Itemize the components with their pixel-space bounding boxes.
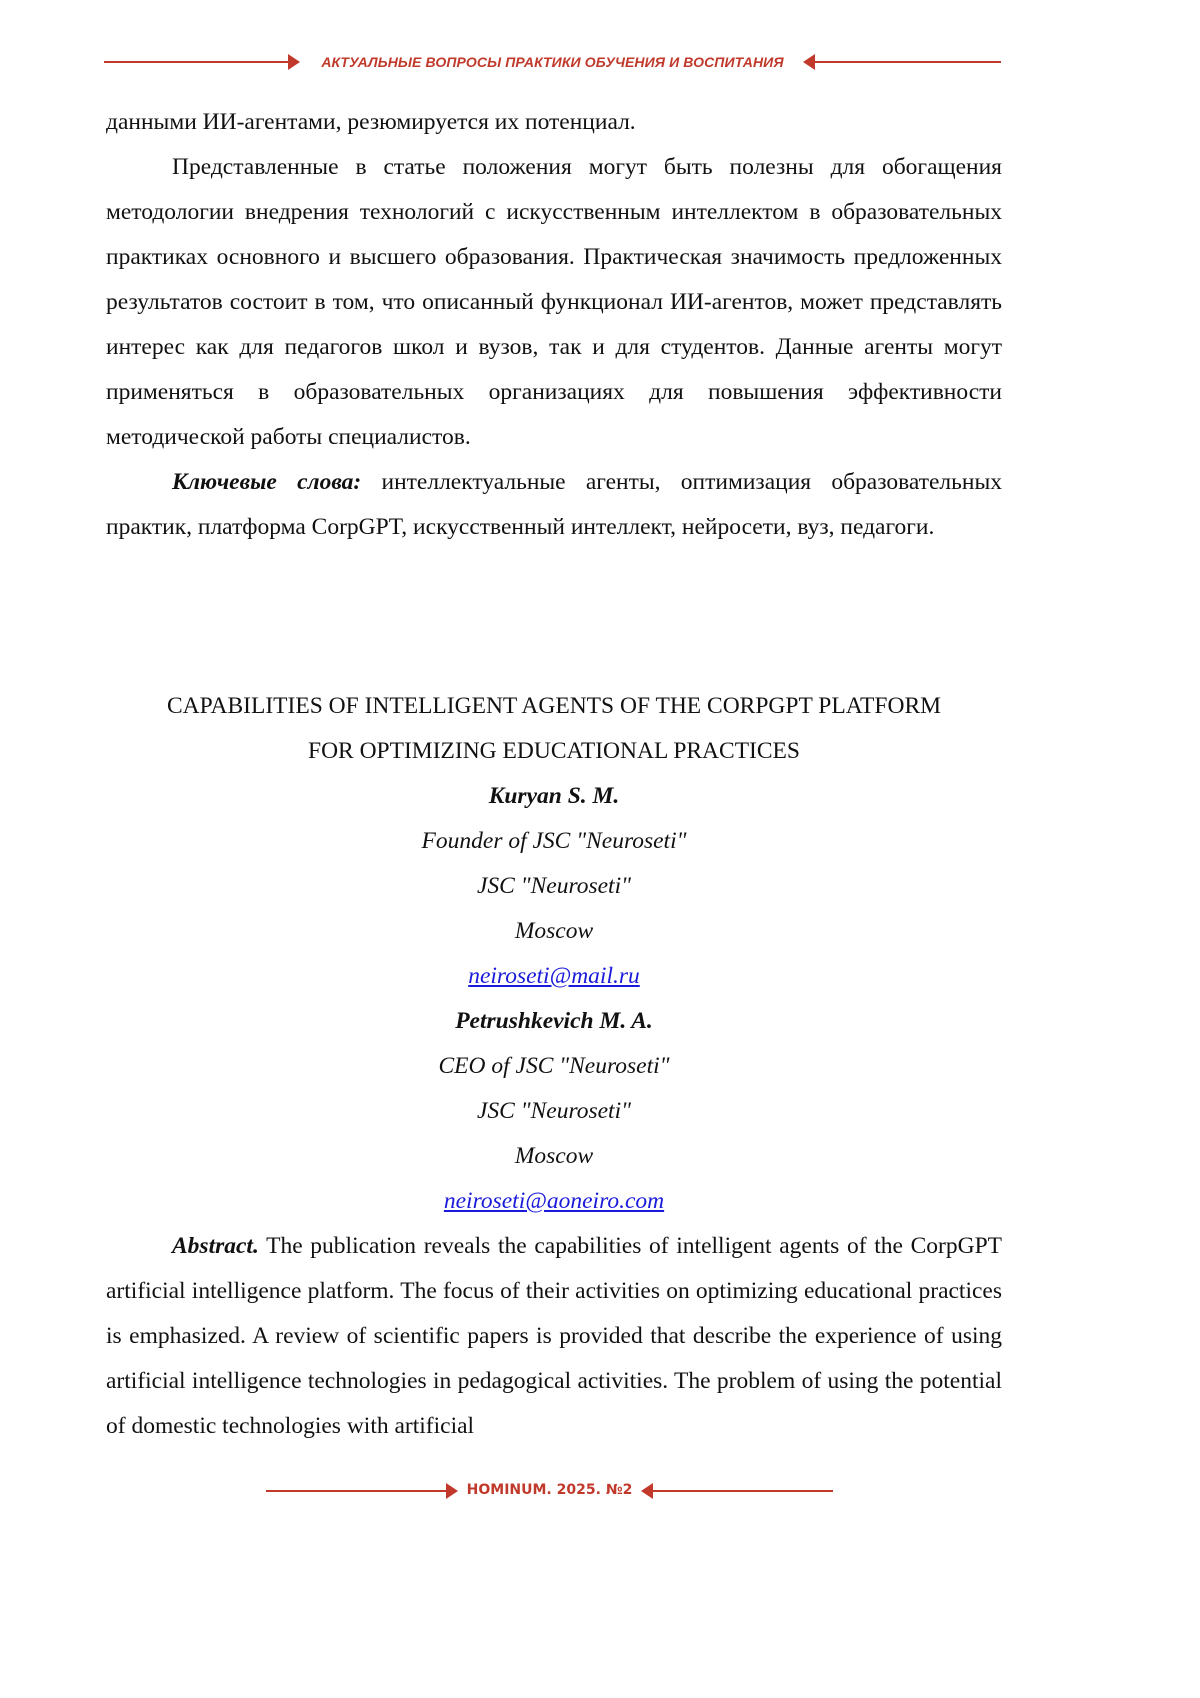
author-organization: JSC "Neuroseti" xyxy=(477,873,631,899)
keywords-label: Ключевые слова: xyxy=(172,469,362,495)
russian-section xyxy=(106,100,1002,550)
author-email-link[interactable]: neiroseti@aoneiro.com xyxy=(443,1188,665,1214)
footer-rule-left xyxy=(266,1490,446,1492)
author-city: Moscow xyxy=(514,918,594,944)
author-email-link[interactable]: neiroseti@mail.ru xyxy=(468,963,640,989)
keywords-text: интеллектуальные агенты, оптимизация образовательных практик, платформа CorpGPT, искусственный интеллект, нейросети, вуз, педагоги. xyxy=(106,469,1002,540)
footer-rule-right xyxy=(653,1490,833,1492)
author-name: Petrushkevich M. A. xyxy=(455,1008,653,1034)
issue-label: HOMINUM. 2025. №2 xyxy=(466,1482,633,1498)
keywords-paragraph xyxy=(106,460,1002,550)
running-footer xyxy=(266,1480,833,1502)
running-header xyxy=(104,50,1001,74)
header-rule-left xyxy=(104,61,288,63)
author-organization: JSC "Neuroseti" xyxy=(477,1098,631,1124)
abstract-text: The publication reveals the capabilities of intelligent agents of the CorpGPT artificial intelligence platform. The focus of their activities on optimizing educational practices is emphasized. A review of scientific papers is provided that describe the experience of using artificial intelligence technologies in pedagogical activities. The problem of using the potential of domestic technologies with artificial xyxy=(106,1233,1002,1439)
continuation-line: данными ИИ-агентами, резюмируется их потенциал. xyxy=(106,109,636,135)
significance-paragraph: Представленные в статье положения могут быть полезны для обогащения методологии внедрения технологий с искусственным интеллектом в образовательных практиках основного и высшего образования. Практическая значимость предложенных результатов состоит в том, что описанный функционал ИИ-агентов, может представлять интерес как для педагогов школ и вузов, так и для студентов. Данные агенты могут применяться в образовательных организациях для повышения эффективности методической работы специалистов. xyxy=(106,154,1002,450)
english-title-line-2: FOR OPTIMIZING EDUCATIONAL PRACTICES xyxy=(308,738,800,764)
journal-section-title: АКТУАЛЬНЫЕ ВОПРОСЫ ПРАКТИКИ ОБУЧЕНИЯ И ВОСПИТАНИЯ xyxy=(321,54,784,70)
header-rule-right xyxy=(815,61,1001,63)
footer-arrow-right-icon xyxy=(446,1483,458,1499)
abstract-paragraph xyxy=(106,1224,1002,1449)
english-header-section xyxy=(106,684,1002,1224)
footer-arrow-left-icon xyxy=(641,1483,653,1499)
author-name: Kuryan S. M. xyxy=(488,783,620,809)
author-position: Founder of JSC "Neuroseti" xyxy=(421,828,687,854)
author-city: Moscow xyxy=(514,1143,594,1169)
abstract-label: Abstract. xyxy=(172,1233,259,1259)
english-title-line-1: CAPABILITIES OF INTELLIGENT AGENTS OF THE CORPGPT PLATFORM xyxy=(166,693,942,719)
header-arrow-right-icon xyxy=(288,54,300,70)
author-position: CEO of JSC "Neuroseti" xyxy=(438,1053,670,1079)
header-arrow-left-icon xyxy=(803,54,815,70)
